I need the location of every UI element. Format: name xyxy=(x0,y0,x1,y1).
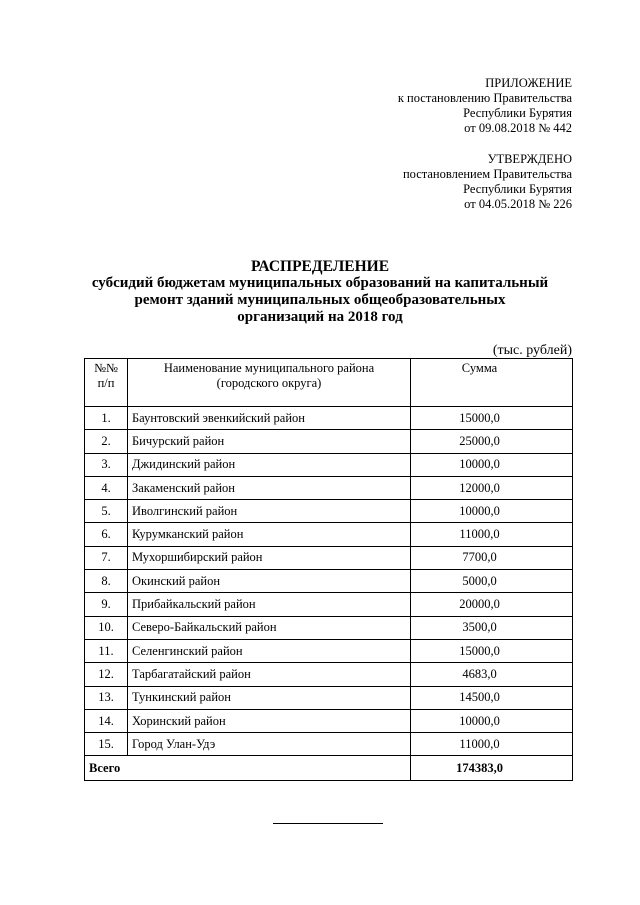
row-name: Северо-Байкальский район xyxy=(128,616,411,639)
row-num: 12. xyxy=(85,663,128,686)
row-sum: 15000,0 xyxy=(411,407,573,430)
title-line: субсидий бюджетам муниципальных образований на капитальный xyxy=(91,275,549,291)
row-name: Тарбагатайский район xyxy=(128,663,411,686)
row-num: 6. xyxy=(85,523,128,546)
appendix-block xyxy=(398,76,572,136)
row-num: 9. xyxy=(85,593,128,616)
table-row xyxy=(85,616,573,639)
row-sum: 5000,0 xyxy=(411,570,573,593)
row-num: 1. xyxy=(85,407,128,430)
table-row xyxy=(85,593,573,616)
header-num xyxy=(85,359,128,407)
header-num-line: №№ xyxy=(94,361,118,375)
row-num: 11. xyxy=(85,639,128,662)
row-sum: 15000,0 xyxy=(411,639,573,662)
row-num: 10. xyxy=(85,616,128,639)
row-name: Прибайкальский район xyxy=(128,593,411,616)
table-row xyxy=(85,430,573,453)
appendix-heading: ПРИЛОЖЕНИЕ xyxy=(485,76,572,90)
row-sum: 11000,0 xyxy=(411,523,573,546)
row-name: Тункинский район xyxy=(128,686,411,709)
row-sum: 12000,0 xyxy=(411,476,573,499)
table-total-row xyxy=(85,756,573,781)
total-label: Всего xyxy=(85,756,411,781)
units-label: (тыс. рублей) xyxy=(492,343,572,358)
table-row xyxy=(85,733,573,756)
table-row xyxy=(85,546,573,569)
row-num: 2. xyxy=(85,430,128,453)
row-sum: 20000,0 xyxy=(411,593,573,616)
header-name-line: (городского округа) xyxy=(216,376,322,390)
approved-heading: УТВЕРЖДЕНО xyxy=(487,152,572,166)
header-num-line: п/п xyxy=(97,376,115,390)
row-name: Джидинский район xyxy=(128,453,411,476)
header-sum: Сумма xyxy=(411,359,573,407)
row-name: Мухоршибирский район xyxy=(128,546,411,569)
closing-line xyxy=(273,823,383,824)
approved-line: постановлением Правительства xyxy=(402,167,572,181)
row-sum: 11000,0 xyxy=(411,733,573,756)
appendix-line: к постановлению Правительства xyxy=(397,91,572,105)
row-sum: 25000,0 xyxy=(411,430,573,453)
table-row xyxy=(85,570,573,593)
table-header-row xyxy=(85,359,573,407)
row-sum: 14500,0 xyxy=(411,686,573,709)
table-row xyxy=(85,407,573,430)
header-name xyxy=(128,359,411,407)
title-heading: РАСПРЕДЕЛЕНИЕ xyxy=(250,258,390,275)
row-name: Баунтовский эвенкийский район xyxy=(128,407,411,430)
row-num: 8. xyxy=(85,570,128,593)
table-row xyxy=(85,500,573,523)
total-sum: 174383,0 xyxy=(411,756,573,781)
approved-date: от 04.05.2018 № 226 xyxy=(464,197,572,211)
row-num: 14. xyxy=(85,709,128,732)
row-name: Город Улан-Удэ xyxy=(128,733,411,756)
row-num: 5. xyxy=(85,500,128,523)
row-num: 3. xyxy=(85,453,128,476)
row-sum: 10000,0 xyxy=(411,709,573,732)
table-row xyxy=(85,686,573,709)
row-sum: 7700,0 xyxy=(411,546,573,569)
row-num: 4. xyxy=(85,476,128,499)
table-row xyxy=(85,476,573,499)
row-name: Хоринский район xyxy=(128,709,411,732)
row-num: 7. xyxy=(85,546,128,569)
row-sum: 10000,0 xyxy=(411,500,573,523)
document-title xyxy=(0,258,640,326)
table-row xyxy=(85,663,573,686)
row-name: Курумканский район xyxy=(128,523,411,546)
row-sum: 3500,0 xyxy=(411,616,573,639)
appendix-date: от 09.08.2018 № 442 xyxy=(464,121,572,135)
row-name: Закаменский район xyxy=(128,476,411,499)
row-name: Окинский район xyxy=(128,570,411,593)
subsidy-table xyxy=(84,358,573,781)
table-row xyxy=(85,639,573,662)
approved-line: Республики Бурятия xyxy=(463,182,572,196)
title-line: ремонт зданий муниципальных общеобразовательных xyxy=(134,292,506,308)
approved-block xyxy=(403,152,572,212)
table-row xyxy=(85,709,573,732)
row-sum: 10000,0 xyxy=(411,453,573,476)
row-name: Иволгинский район xyxy=(128,500,411,523)
appendix-line: Республики Бурятия xyxy=(463,106,572,120)
row-sum: 4683,0 xyxy=(411,663,573,686)
header-name-line: Наименование муниципального района xyxy=(163,361,375,375)
row-name: Бичурский район xyxy=(128,430,411,453)
row-num: 13. xyxy=(85,686,128,709)
row-name: Селенгинский район xyxy=(128,639,411,662)
table-row xyxy=(85,523,573,546)
table-row xyxy=(85,453,573,476)
title-line: организаций на 2018 год xyxy=(237,309,403,325)
row-num: 15. xyxy=(85,733,128,756)
